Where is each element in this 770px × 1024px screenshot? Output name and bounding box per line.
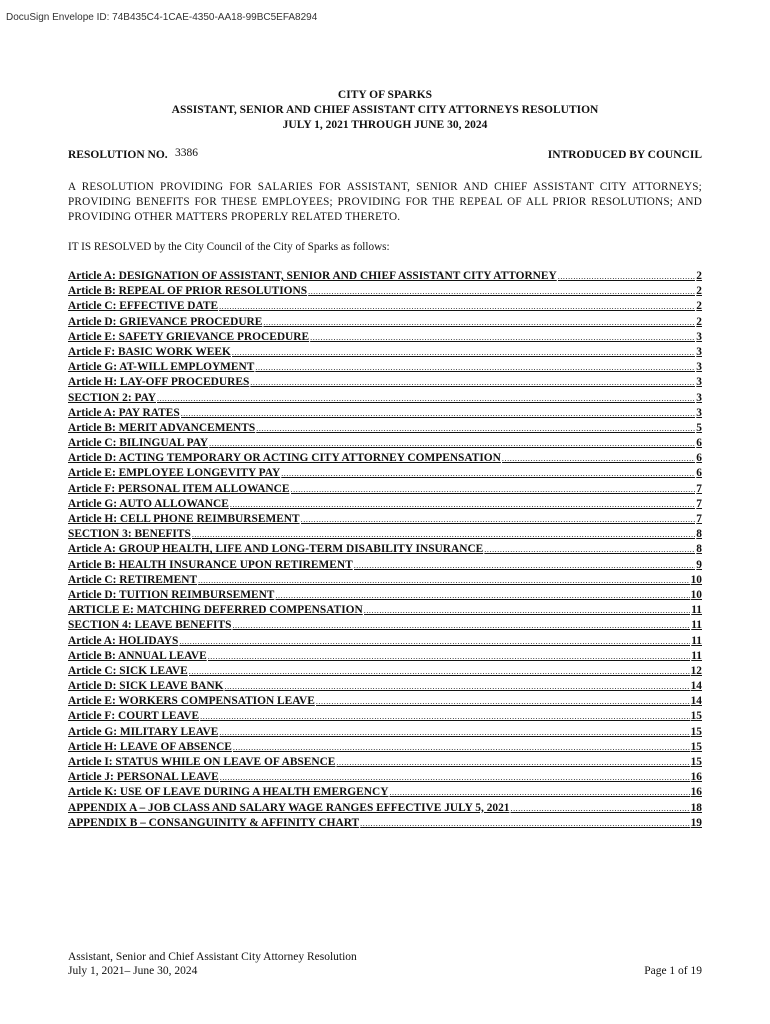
toc-dot-leader — [179, 635, 690, 647]
toc-entry-label: Article A: GROUP HEALTH, LIFE AND LONG-TERM DISABILITY INSURANCE — [68, 543, 484, 556]
toc-dot-leader — [510, 802, 689, 814]
toc-entry-label: Article F: COURT LEAVE — [68, 710, 200, 723]
toc-entry[interactable] — [68, 300, 702, 315]
toc-dot-leader — [502, 452, 695, 464]
toc-dot-leader — [157, 392, 695, 404]
toc-entry-label: Article E: EMPLOYEE LONGEVITY PAY — [68, 467, 281, 480]
toc-entry-label: Article D: ACTING TEMPORARY OR ACTING CITY ATTORNEY COMPENSATION — [68, 452, 501, 465]
toc-entry-page: 14 — [690, 695, 702, 708]
toc-entry[interactable] — [68, 392, 702, 407]
toc-entry-page: 2 — [696, 285, 702, 298]
toc-entry[interactable] — [68, 483, 702, 498]
toc-entry-label: SECTION 3: BENEFITS — [68, 528, 191, 541]
toc-entry-label: Article B: ANNUAL LEAVE — [68, 649, 207, 662]
toc-entry-label: APPENDIX B – CONSANGUINITY & AFFINITY CHART — [68, 816, 360, 829]
toc-entry[interactable] — [68, 437, 702, 452]
toc-entry-page: 7 — [696, 482, 702, 495]
toc-dot-leader — [189, 665, 690, 677]
toc-entry-label: Article C: RETIREMENT — [68, 573, 198, 586]
toc-entry[interactable] — [68, 498, 702, 513]
toc-entry-label: Article I: STATUS WHILE ON LEAVE OF ABSENCE — [68, 756, 336, 768]
toc-entry-label: Article D: TUITION REIMBURSEMENT — [68, 588, 275, 601]
toc-dot-leader — [224, 680, 689, 692]
toc-entry-page: 11 — [691, 649, 702, 662]
toc-dot-leader — [192, 528, 695, 540]
toc-entry[interactable] — [68, 376, 702, 391]
toc-entry[interactable] — [68, 331, 702, 346]
toc-entry-label: Article B: MERIT ADVANCEMENTS — [68, 421, 256, 434]
toc-entry-label: Article D: GRIEVANCE PROCEDURE — [68, 315, 263, 328]
toc-entry-label: Article D: SICK LEAVE BANK — [68, 680, 224, 693]
resolution-number-value: 3386 — [175, 147, 198, 159]
toc-entry-label: Article C: EFFECTIVE DATE — [68, 300, 219, 313]
toc-entry[interactable] — [68, 467, 702, 482]
toc-entry-page: 3 — [696, 361, 702, 374]
toc-dot-leader — [181, 407, 696, 419]
toc-entry-page: 8 — [696, 528, 702, 541]
toc-entry[interactable] — [68, 270, 702, 285]
toc-entry[interactable] — [68, 635, 702, 650]
toc-dot-leader — [219, 726, 689, 738]
toc-entry-page: 12 — [690, 664, 702, 677]
toc-entry-page: 6 — [696, 437, 702, 450]
footer-dates: July 1, 2021– June 30, 2024 — [68, 965, 198, 977]
toc-entry-page: 6 — [696, 467, 702, 480]
toc-entry[interactable] — [68, 574, 702, 589]
toc-dot-leader — [209, 437, 695, 449]
document-title-city: CITY OF SPARKS — [337, 89, 433, 101]
toc-entry-page: 7 — [696, 513, 702, 525]
toc-entry-label: Article E: WORKERS COMPENSATION LEAVE — [68, 695, 315, 708]
toc-dot-leader — [558, 270, 696, 282]
document-title-resolution: ASSISTANT, SENIOR AND CHIEF ASSISTANT CITY ATTORNEYS RESOLUTION — [171, 104, 599, 116]
table-of-contents — [68, 270, 702, 832]
toc-entry[interactable] — [68, 513, 702, 528]
toc-dot-leader — [255, 361, 695, 373]
toc-entry-page: 15 — [690, 725, 702, 738]
toc-entry-page: 10 — [690, 588, 702, 601]
toc-entry[interactable] — [68, 285, 702, 300]
toc-dot-leader — [232, 619, 690, 631]
toc-entry-page: 15 — [690, 710, 702, 723]
toc-entry-page: 10 — [690, 573, 702, 586]
toc-entry[interactable] — [68, 756, 702, 771]
toc-entry[interactable] — [68, 726, 702, 741]
toc-entry[interactable] — [68, 802, 702, 817]
toc-entry-page: 15 — [690, 756, 702, 768]
toc-entry-label: Article A: PAY RATES — [68, 406, 180, 419]
resolution-row — [68, 149, 702, 165]
toc-entry-page: 9 — [696, 558, 702, 571]
toc-entry[interactable] — [68, 346, 702, 361]
toc-dot-leader — [275, 589, 689, 601]
toc-dot-leader — [291, 483, 696, 495]
toc-dot-leader — [263, 316, 695, 328]
document-title-dates: JULY 1, 2021 THROUGH JUNE 30, 2024 — [282, 119, 488, 131]
toc-entry-page: 3 — [696, 345, 702, 358]
toc-entry-page: 3 — [696, 391, 702, 404]
toc-entry-page: 11 — [691, 619, 702, 632]
toc-entry[interactable] — [68, 604, 702, 619]
toc-entry-label: SECTION 4: LEAVE BENEFITS — [68, 619, 232, 632]
toc-entry-page: 5 — [696, 421, 702, 434]
toc-entry-label: Article C: BILINGUAL PAY — [68, 437, 209, 450]
toc-dot-leader — [301, 513, 696, 525]
toc-dot-leader — [389, 786, 689, 798]
toc-dot-leader — [232, 346, 695, 358]
toc-dot-leader — [256, 422, 695, 434]
toc-entry-label: Article G: AUTO ALLOWANCE — [68, 497, 229, 510]
toc-entry[interactable] — [68, 680, 702, 695]
toc-entry-label: APPENDIX A – JOB CLASS AND SALARY WAGE RANGES EFFECTIVE JULY 5, 2021 — [68, 801, 510, 814]
docusign-envelope-id: DocuSign Envelope ID: 74B435C4-1CAE-4350-AA18-99BC5EFA8294 — [6, 12, 318, 23]
toc-dot-leader — [200, 710, 689, 722]
toc-entry[interactable] — [68, 741, 702, 756]
toc-entry[interactable] — [68, 771, 702, 786]
toc-entry-page: 18 — [690, 801, 702, 814]
toc-entry-label: Article C: SICK LEAVE — [68, 664, 188, 677]
toc-entry[interactable] — [68, 361, 702, 376]
toc-entry-label: Article B: HEALTH INSURANCE UPON RETIREMENT — [68, 558, 353, 571]
toc-entry-page: 3 — [696, 376, 702, 389]
toc-entry-label: Article B: REPEAL OF PRIOR RESOLUTIONS — [68, 285, 308, 298]
preamble-paragraph: A RESOLUTION PROVIDING FOR SALARIES FOR ASSISTANT, SENIOR AND CHIEF ASSISTANT CITY ATTORNEYS; PROVIDING BENEFITS FOR THESE EMPLOYEES; PROVIDING FOR THE REPEAL OF ALL PRIOR RESOLUTIONS; AND PROVIDING OTHER MATTERS PROPERLY RELATED THERETO. — [68, 181, 702, 223]
toc-dot-leader — [310, 331, 695, 343]
footer-page-number: Page 1 of 19 — [644, 965, 702, 977]
toc-entry[interactable] — [68, 665, 702, 680]
toc-entry-page: 14 — [690, 680, 702, 693]
toc-dot-leader — [220, 771, 690, 783]
toc-entry-label: Article A: HOLIDAYS — [68, 634, 179, 647]
toc-entry-page: 3 — [696, 406, 702, 419]
toc-entry-page: 19 — [690, 816, 702, 829]
toc-entry-page: 16 — [690, 771, 702, 784]
toc-entry-label: Article K: USE OF LEAVE DURING A HEALTH EMERGENCY — [68, 786, 389, 799]
toc-entry-page: 15 — [690, 740, 702, 753]
toc-entry-page: 2 — [696, 300, 702, 313]
toc-dot-leader — [250, 376, 695, 388]
toc-entry-page: 11 — [691, 634, 702, 647]
toc-entry[interactable] — [68, 786, 702, 801]
toc-dot-leader — [230, 498, 695, 510]
toc-dot-leader — [484, 543, 695, 555]
toc-entry-page: 2 — [696, 315, 702, 328]
toc-entry[interactable] — [68, 650, 702, 665]
toc-entry-label: Article A: DESIGNATION OF ASSISTANT, SENIOR AND CHIEF ASSISTANT CITY ATTORNEY — [68, 270, 557, 282]
toc-dot-leader — [336, 756, 689, 768]
toc-entry-page: 2 — [696, 270, 702, 282]
toc-dot-leader — [316, 695, 690, 707]
toc-entry[interactable] — [68, 710, 702, 725]
toc-entry-page: 6 — [696, 452, 702, 465]
resolution-number-label: RESOLUTION NO. — [68, 149, 168, 161]
toc-entry-label: Article H: LEAVE OF ABSENCE — [68, 740, 232, 753]
toc-entry-label: ARTICLE E: MATCHING DEFERRED COMPENSATION — [68, 604, 363, 617]
page-footer — [68, 950, 702, 978]
toc-dot-leader — [208, 650, 691, 662]
toc-entry[interactable] — [68, 695, 702, 710]
toc-dot-leader — [198, 574, 690, 586]
toc-entry-label: Article E: SAFETY GRIEVANCE PROCEDURE — [68, 330, 310, 343]
toc-entry-label: Article G: MILITARY LEAVE — [68, 725, 219, 738]
toc-dot-leader — [219, 300, 695, 312]
toc-dot-leader — [360, 817, 689, 829]
toc-entry-page: 16 — [690, 786, 702, 799]
toc-dot-leader — [233, 741, 690, 753]
toc-entry-label: Article H: LAY-OFF PROCEDURES — [68, 376, 250, 389]
toc-entry-label: Article J: PERSONAL LEAVE — [68, 771, 219, 784]
toc-entry[interactable] — [68, 817, 702, 832]
toc-dot-leader — [308, 285, 695, 297]
toc-dot-leader — [354, 559, 696, 571]
toc-entry-page: 8 — [696, 543, 702, 556]
footer-title: Assistant, Senior and Chief Assistant City Attorney Resolution — [68, 951, 357, 963]
toc-entry-page: 7 — [696, 497, 702, 510]
toc-entry[interactable] — [68, 589, 702, 604]
toc-entry-label: Article F: PERSONAL ITEM ALLOWANCE — [68, 482, 290, 495]
toc-dot-leader — [281, 467, 695, 479]
toc-entry[interactable] — [68, 619, 702, 634]
toc-entry[interactable] — [68, 452, 702, 467]
toc-entry[interactable] — [68, 422, 702, 437]
toc-entry-page: 3 — [696, 330, 702, 343]
toc-entry[interactable] — [68, 559, 702, 574]
toc-dot-leader — [364, 604, 691, 616]
introduced-by-label: INTRODUCED BY COUNCIL — [547, 149, 702, 161]
toc-entry-label: Article H: CELL PHONE REIMBURSEMENT — [68, 513, 300, 525]
toc-entry[interactable] — [68, 316, 702, 331]
toc-entry[interactable] — [68, 407, 702, 422]
toc-entry-page: 11 — [691, 604, 702, 617]
toc-entry-label: SECTION 2: PAY — [68, 391, 156, 404]
resolved-paragraph: IT IS RESOLVED by the City Council of the City of Sparks as follows: — [68, 241, 390, 253]
toc-entry-label: Article G: AT-WILL EMPLOYMENT — [68, 361, 255, 374]
toc-entry[interactable] — [68, 543, 702, 558]
toc-entry[interactable] — [68, 528, 702, 543]
toc-entry-label: Article F: BASIC WORK WEEK — [68, 345, 231, 358]
